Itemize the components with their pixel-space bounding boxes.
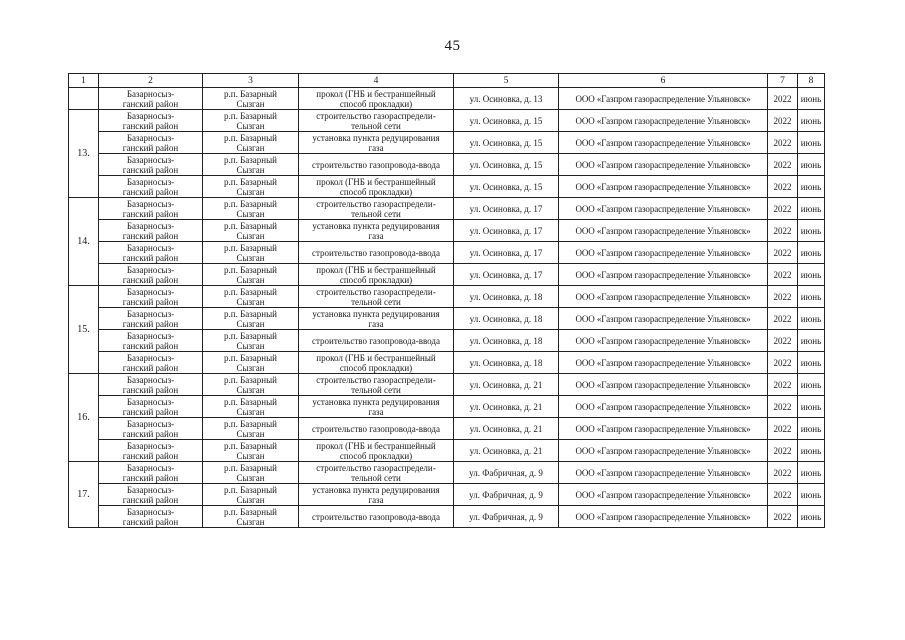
cell-line: Сызган xyxy=(236,142,265,153)
table-row xyxy=(69,264,825,286)
organization-cell: ООО «Газпром газораспределение Ульяновск» xyxy=(559,352,768,374)
work-type-cell xyxy=(299,308,454,330)
settlement-cell xyxy=(203,110,299,132)
cell-line: прокол (ГНБ и бестраншейный xyxy=(316,440,436,451)
cell-line: ганский район xyxy=(122,120,179,131)
table-row xyxy=(69,242,825,264)
cell-line: Сызган xyxy=(236,208,265,219)
cell-line: Базарносыз- xyxy=(126,154,175,165)
district-cell xyxy=(99,462,203,484)
cell-line: газа xyxy=(368,230,384,241)
table-body xyxy=(69,74,825,528)
cell-line: Сызган xyxy=(236,362,265,373)
item-number-cell: 14. xyxy=(69,198,99,286)
year-cell: 2022 xyxy=(768,440,798,462)
works-table xyxy=(68,73,825,528)
work-type-cell xyxy=(299,242,454,264)
cell-line: Сызган xyxy=(236,472,265,483)
cell-line: р.п. Базарный xyxy=(224,330,277,341)
cell-line: способ прокладки) xyxy=(339,98,413,109)
year-cell: 2022 xyxy=(768,418,798,440)
cell-line: Сызган xyxy=(236,340,265,351)
cell-line: Базарносыз- xyxy=(126,374,175,385)
cell-line: газа xyxy=(368,406,384,417)
column-number-cell: 3 xyxy=(203,74,299,88)
settlement-cell xyxy=(203,506,299,528)
organization-cell: ООО «Газпром газораспределение Ульяновск» xyxy=(559,88,768,110)
cell-line: ганский район xyxy=(122,516,179,527)
district-cell xyxy=(99,396,203,418)
cell-line: ганский район xyxy=(122,142,179,153)
district-cell xyxy=(99,88,203,110)
cell-line: ганский район xyxy=(122,428,179,439)
cell-line: строительство газораспредели- xyxy=(316,286,436,297)
year-cell: 2022 xyxy=(768,110,798,132)
address-cell: ул. Фабричная, д. 9 xyxy=(454,462,559,484)
year-cell: 2022 xyxy=(768,88,798,110)
month-cell: июнь xyxy=(798,110,825,132)
cell-line: р.п. Базарный xyxy=(224,242,277,253)
cell-line: газа xyxy=(368,142,384,153)
cell-line: Базарносыз- xyxy=(126,330,175,341)
month-cell: июнь xyxy=(798,484,825,506)
column-number-cell: 4 xyxy=(299,74,454,88)
cell-line: способ прокладки) xyxy=(339,186,413,197)
item-number-cell: 15. xyxy=(69,286,99,374)
address-cell: ул. Осиновка, д. 18 xyxy=(454,308,559,330)
cell-line: р.п. Базарный xyxy=(224,198,277,209)
column-number-cell: 8 xyxy=(798,74,825,88)
cell-line: Сызган xyxy=(236,406,265,417)
address-cell: ул. Осиновка, д. 17 xyxy=(454,242,559,264)
district-cell xyxy=(99,418,203,440)
cell-line: строительство газопровода-ввода xyxy=(312,247,440,258)
month-cell: июнь xyxy=(798,352,825,374)
month-cell: июнь xyxy=(798,440,825,462)
address-cell: ул. Осиновка, д. 13 xyxy=(454,88,559,110)
cell-line: р.п. Базарный xyxy=(224,440,277,451)
month-cell: июнь xyxy=(798,176,825,198)
address-cell: ул. Осиновка, д. 17 xyxy=(454,198,559,220)
cell-line: прокол (ГНБ и бестраншейный xyxy=(316,88,436,99)
month-cell: июнь xyxy=(798,88,825,110)
cell-line: ганский район xyxy=(122,450,179,461)
year-cell: 2022 xyxy=(768,462,798,484)
cell-line: Сызган xyxy=(236,98,265,109)
cell-line: тельной сети xyxy=(351,384,401,395)
month-cell: июнь xyxy=(798,418,825,440)
organization-cell: ООО «Газпром газораспределение Ульяновск» xyxy=(559,506,768,528)
work-type-cell xyxy=(299,220,454,242)
year-cell: 2022 xyxy=(768,308,798,330)
column-number-cell: 6 xyxy=(559,74,768,88)
table-row xyxy=(69,506,825,528)
district-cell xyxy=(99,242,203,264)
settlement-cell xyxy=(203,242,299,264)
work-type-cell xyxy=(299,198,454,220)
cell-line: установка пункта редуцирования xyxy=(312,396,440,407)
cell-line: р.п. Базарный xyxy=(224,88,277,99)
cell-line: Базарносыз- xyxy=(126,220,175,231)
organization-cell: ООО «Газпром газораспределение Ульяновск» xyxy=(559,396,768,418)
cell-line: установка пункта редуцирования xyxy=(312,484,440,495)
year-cell: 2022 xyxy=(768,198,798,220)
work-type-cell xyxy=(299,418,454,440)
address-cell: ул. Осиновка, д. 21 xyxy=(454,396,559,418)
district-cell xyxy=(99,220,203,242)
address-cell: ул. Осиновка, д. 15 xyxy=(454,154,559,176)
cell-line: р.п. Базарный xyxy=(224,506,277,517)
address-cell: ул. Фабричная, д. 9 xyxy=(454,506,559,528)
cell-line: Сызган xyxy=(236,252,265,263)
cell-line: ганский район xyxy=(122,296,179,307)
cell-line: Базарносыз- xyxy=(126,308,175,319)
cell-line: р.п. Базарный xyxy=(224,308,277,319)
year-cell: 2022 xyxy=(768,396,798,418)
cell-line: тельной сети xyxy=(351,472,401,483)
cell-line: Базарносыз- xyxy=(126,484,175,495)
cell-line: установка пункта редуцирования xyxy=(312,308,440,319)
cell-line: газа xyxy=(368,494,384,505)
cell-line: р.п. Базарный xyxy=(224,352,277,363)
district-cell xyxy=(99,198,203,220)
month-cell: июнь xyxy=(798,198,825,220)
table-row xyxy=(69,374,825,396)
cell-line: р.п. Базарный xyxy=(224,484,277,495)
cell-line: строительство газораспредели- xyxy=(316,198,436,209)
table-row xyxy=(69,88,825,110)
table-row xyxy=(69,440,825,462)
month-cell: июнь xyxy=(798,154,825,176)
page-number: 45 xyxy=(444,38,461,54)
cell-line: строительство газопровода-ввода xyxy=(312,423,440,434)
settlement-cell xyxy=(203,418,299,440)
address-cell: ул. Осиновка, д. 18 xyxy=(454,352,559,374)
settlement-cell xyxy=(203,308,299,330)
year-cell: 2022 xyxy=(768,154,798,176)
organization-cell: ООО «Газпром газораспределение Ульяновск» xyxy=(559,308,768,330)
cell-line: ганский район xyxy=(122,208,179,219)
work-type-cell xyxy=(299,374,454,396)
cell-line: ганский район xyxy=(122,186,179,197)
settlement-cell xyxy=(203,462,299,484)
table-row xyxy=(69,396,825,418)
address-cell: ул. Осиновка, д. 17 xyxy=(454,264,559,286)
cell-line: ганский район xyxy=(122,384,179,395)
settlement-cell xyxy=(203,220,299,242)
work-type-cell xyxy=(299,462,454,484)
cell-line: тельной сети xyxy=(351,296,401,307)
cell-line: Сызган xyxy=(236,120,265,131)
settlement-cell xyxy=(203,264,299,286)
table-row xyxy=(69,110,825,132)
cell-line: строительство газораспредели- xyxy=(316,110,436,121)
address-cell: ул. Осиновка, д. 18 xyxy=(454,286,559,308)
work-type-cell xyxy=(299,352,454,374)
cell-line: ганский район xyxy=(122,164,179,175)
settlement-cell xyxy=(203,198,299,220)
work-type-cell xyxy=(299,110,454,132)
cell-line: Сызган xyxy=(236,428,265,439)
district-cell xyxy=(99,352,203,374)
cell-line: газа xyxy=(368,318,384,329)
district-cell xyxy=(99,506,203,528)
year-cell: 2022 xyxy=(768,220,798,242)
organization-cell: ООО «Газпром газораспределение Ульяновск» xyxy=(559,418,768,440)
cell-line: ганский район xyxy=(122,98,179,109)
cell-line: способ прокладки) xyxy=(339,450,413,461)
cell-line: Базарносыз- xyxy=(126,242,175,253)
month-cell: июнь xyxy=(798,506,825,528)
cell-line: тельной сети xyxy=(351,120,401,131)
cell-line: р.п. Базарный xyxy=(224,264,277,275)
settlement-cell xyxy=(203,352,299,374)
settlement-cell xyxy=(203,330,299,352)
year-cell: 2022 xyxy=(768,132,798,154)
settlement-cell xyxy=(203,440,299,462)
district-cell xyxy=(99,154,203,176)
table-row xyxy=(69,462,825,484)
cell-line: прокол (ГНБ и бестраншейный xyxy=(316,176,436,187)
work-type-cell xyxy=(299,396,454,418)
cell-line: ганский район xyxy=(122,318,179,329)
table-row xyxy=(69,330,825,352)
address-cell: ул. Осиновка, д. 21 xyxy=(454,374,559,396)
address-cell: ул. Осиновка, д. 15 xyxy=(454,176,559,198)
cell-line: Сызган xyxy=(236,450,265,461)
cell-line: Базарносыз- xyxy=(126,418,175,429)
year-cell: 2022 xyxy=(768,352,798,374)
cell-line: Базарносыз- xyxy=(126,506,175,517)
cell-line: Сызган xyxy=(236,494,265,505)
table-row xyxy=(69,286,825,308)
cell-line: Базарносыз- xyxy=(126,110,175,121)
work-type-cell xyxy=(299,264,454,286)
address-cell: ул. Осиновка, д. 17 xyxy=(454,220,559,242)
cell-line: р.п. Базарный xyxy=(224,396,277,407)
month-cell: июнь xyxy=(798,462,825,484)
cell-line: р.п. Базарный xyxy=(224,220,277,231)
organization-cell: ООО «Газпром газораспределение Ульяновск» xyxy=(559,484,768,506)
cell-line: Сызган xyxy=(236,164,265,175)
organization-cell: ООО «Газпром газораспределение Ульяновск» xyxy=(559,264,768,286)
cell-line: Базарносыз- xyxy=(126,198,175,209)
cell-line: ганский район xyxy=(122,252,179,263)
table-row xyxy=(69,198,825,220)
table-row xyxy=(69,484,825,506)
year-cell: 2022 xyxy=(768,264,798,286)
table-row xyxy=(69,308,825,330)
table-row xyxy=(69,154,825,176)
organization-cell: ООО «Газпром газораспределение Ульяновск» xyxy=(559,440,768,462)
cell-line: строительство газораспредели- xyxy=(316,374,436,385)
column-number-cell: 2 xyxy=(99,74,203,88)
cell-line: Базарносыз- xyxy=(126,264,175,275)
district-cell xyxy=(99,308,203,330)
cell-line: ганский район xyxy=(122,472,179,483)
table-row xyxy=(69,352,825,374)
organization-cell: ООО «Газпром газораспределение Ульяновск» xyxy=(559,286,768,308)
organization-cell: ООО «Газпром газораспределение Ульяновск» xyxy=(559,176,768,198)
cell-line: Сызган xyxy=(236,296,265,307)
cell-line: р.п. Базарный xyxy=(224,176,277,187)
district-cell xyxy=(99,374,203,396)
work-type-cell xyxy=(299,286,454,308)
cell-line: р.п. Базарный xyxy=(224,374,277,385)
cell-line: Сызган xyxy=(236,186,265,197)
cell-line: Базарносыз- xyxy=(126,396,175,407)
year-cell: 2022 xyxy=(768,506,798,528)
column-number-cell: 5 xyxy=(454,74,559,88)
address-cell: ул. Осиновка, д. 15 xyxy=(454,132,559,154)
organization-cell: ООО «Газпром газораспределение Ульяновск» xyxy=(559,220,768,242)
settlement-cell xyxy=(203,132,299,154)
work-type-cell xyxy=(299,484,454,506)
work-type-cell xyxy=(299,506,454,528)
organization-cell: ООО «Газпром газораспределение Ульяновск» xyxy=(559,154,768,176)
district-cell xyxy=(99,264,203,286)
address-cell: ул. Фабричная, д. 9 xyxy=(454,484,559,506)
cell-line: строительство газопровода-ввода xyxy=(312,159,440,170)
cell-line: р.п. Базарный xyxy=(224,132,277,143)
cell-line: установка пункта редуцирования xyxy=(312,132,440,143)
district-cell xyxy=(99,132,203,154)
year-cell: 2022 xyxy=(768,484,798,506)
column-number-row xyxy=(69,74,825,88)
address-cell: ул. Осиновка, д. 21 xyxy=(454,418,559,440)
address-cell: ул. Осиновка, д. 15 xyxy=(454,110,559,132)
cell-line: р.п. Базарный xyxy=(224,154,277,165)
month-cell: июнь xyxy=(798,396,825,418)
cell-line: установка пункта редуцирования xyxy=(312,220,440,231)
cell-line: прокол (ГНБ и бестраншейный xyxy=(316,264,436,275)
year-cell: 2022 xyxy=(768,374,798,396)
work-type-cell xyxy=(299,176,454,198)
cell-line: Сызган xyxy=(236,318,265,329)
cell-line: способ прокладки) xyxy=(339,274,413,285)
organization-cell: ООО «Газпром газораспределение Ульяновск» xyxy=(559,242,768,264)
settlement-cell xyxy=(203,88,299,110)
organization-cell: ООО «Газпром газораспределение Ульяновск» xyxy=(559,132,768,154)
settlement-cell xyxy=(203,374,299,396)
district-cell xyxy=(99,110,203,132)
item-number-cell: 17. xyxy=(69,462,99,528)
month-cell: июнь xyxy=(798,132,825,154)
item-number-cell: 16. xyxy=(69,374,99,462)
cell-line: ганский район xyxy=(122,230,179,241)
cell-line: Базарносыз- xyxy=(126,176,175,187)
district-cell xyxy=(99,330,203,352)
cell-line: Сызган xyxy=(236,274,265,285)
organization-cell: ООО «Газпром газораспределение Ульяновск» xyxy=(559,374,768,396)
cell-line: Базарносыз- xyxy=(126,286,175,297)
table-row xyxy=(69,176,825,198)
cell-line: р.п. Базарный xyxy=(224,110,277,121)
address-cell: ул. Осиновка, д. 21 xyxy=(454,440,559,462)
cell-line: Базарносыз- xyxy=(126,440,175,451)
month-cell: июнь xyxy=(798,330,825,352)
table-row xyxy=(69,132,825,154)
organization-cell: ООО «Газпром газораспределение Ульяновск» xyxy=(559,110,768,132)
cell-line: способ прокладки) xyxy=(339,362,413,373)
cell-line: Базарносыз- xyxy=(126,88,175,99)
work-type-cell xyxy=(299,154,454,176)
item-number-cell: 13. xyxy=(69,110,99,198)
district-cell xyxy=(99,176,203,198)
cell-line: ганский район xyxy=(122,494,179,505)
cell-line: Базарносыз- xyxy=(126,352,175,363)
address-cell: ул. Осиновка, д. 18 xyxy=(454,330,559,352)
settlement-cell xyxy=(203,484,299,506)
cell-line: строительство газораспредели- xyxy=(316,462,436,473)
work-type-cell xyxy=(299,330,454,352)
month-cell: июнь xyxy=(798,220,825,242)
organization-cell: ООО «Газпром газораспределение Ульяновск» xyxy=(559,330,768,352)
cell-line: Сызган xyxy=(236,230,265,241)
month-cell: июнь xyxy=(798,286,825,308)
settlement-cell xyxy=(203,396,299,418)
organization-cell: ООО «Газпром газораспределение Ульяновск» xyxy=(559,198,768,220)
cell-line: тельной сети xyxy=(351,208,401,219)
month-cell: июнь xyxy=(798,264,825,286)
column-number-cell: 1 xyxy=(69,74,99,88)
item-number-cell xyxy=(69,88,99,110)
year-cell: 2022 xyxy=(768,330,798,352)
cell-line: Базарносыз- xyxy=(126,462,175,473)
month-cell: июнь xyxy=(798,242,825,264)
work-type-cell xyxy=(299,132,454,154)
settlement-cell xyxy=(203,286,299,308)
cell-line: строительство газопровода-ввода xyxy=(312,335,440,346)
cell-line: р.п. Базарный xyxy=(224,286,277,297)
district-cell xyxy=(99,440,203,462)
cell-line: прокол (ГНБ и бестраншейный xyxy=(316,352,436,363)
district-cell xyxy=(99,286,203,308)
table-row xyxy=(69,220,825,242)
year-cell: 2022 xyxy=(768,286,798,308)
district-cell xyxy=(99,484,203,506)
cell-line: ганский район xyxy=(122,406,179,417)
column-number-cell: 7 xyxy=(768,74,798,88)
cell-line: Сызган xyxy=(236,516,265,527)
settlement-cell xyxy=(203,176,299,198)
cell-line: строительство газопровода-ввода xyxy=(312,511,440,522)
year-cell: 2022 xyxy=(768,176,798,198)
cell-line: ганский район xyxy=(122,340,179,351)
cell-line: ганский район xyxy=(122,362,179,373)
month-cell: июнь xyxy=(798,308,825,330)
work-type-cell xyxy=(299,88,454,110)
cell-line: Сызган xyxy=(236,384,265,395)
organization-cell: ООО «Газпром газораспределение Ульяновск» xyxy=(559,462,768,484)
cell-line: р.п. Базарный xyxy=(224,462,277,473)
year-cell: 2022 xyxy=(768,242,798,264)
settlement-cell xyxy=(203,154,299,176)
month-cell: июнь xyxy=(798,374,825,396)
table-row xyxy=(69,418,825,440)
cell-line: Базарносыз- xyxy=(126,132,175,143)
work-type-cell xyxy=(299,440,454,462)
cell-line: ганский район xyxy=(122,274,179,285)
cell-line: р.п. Базарный xyxy=(224,418,277,429)
